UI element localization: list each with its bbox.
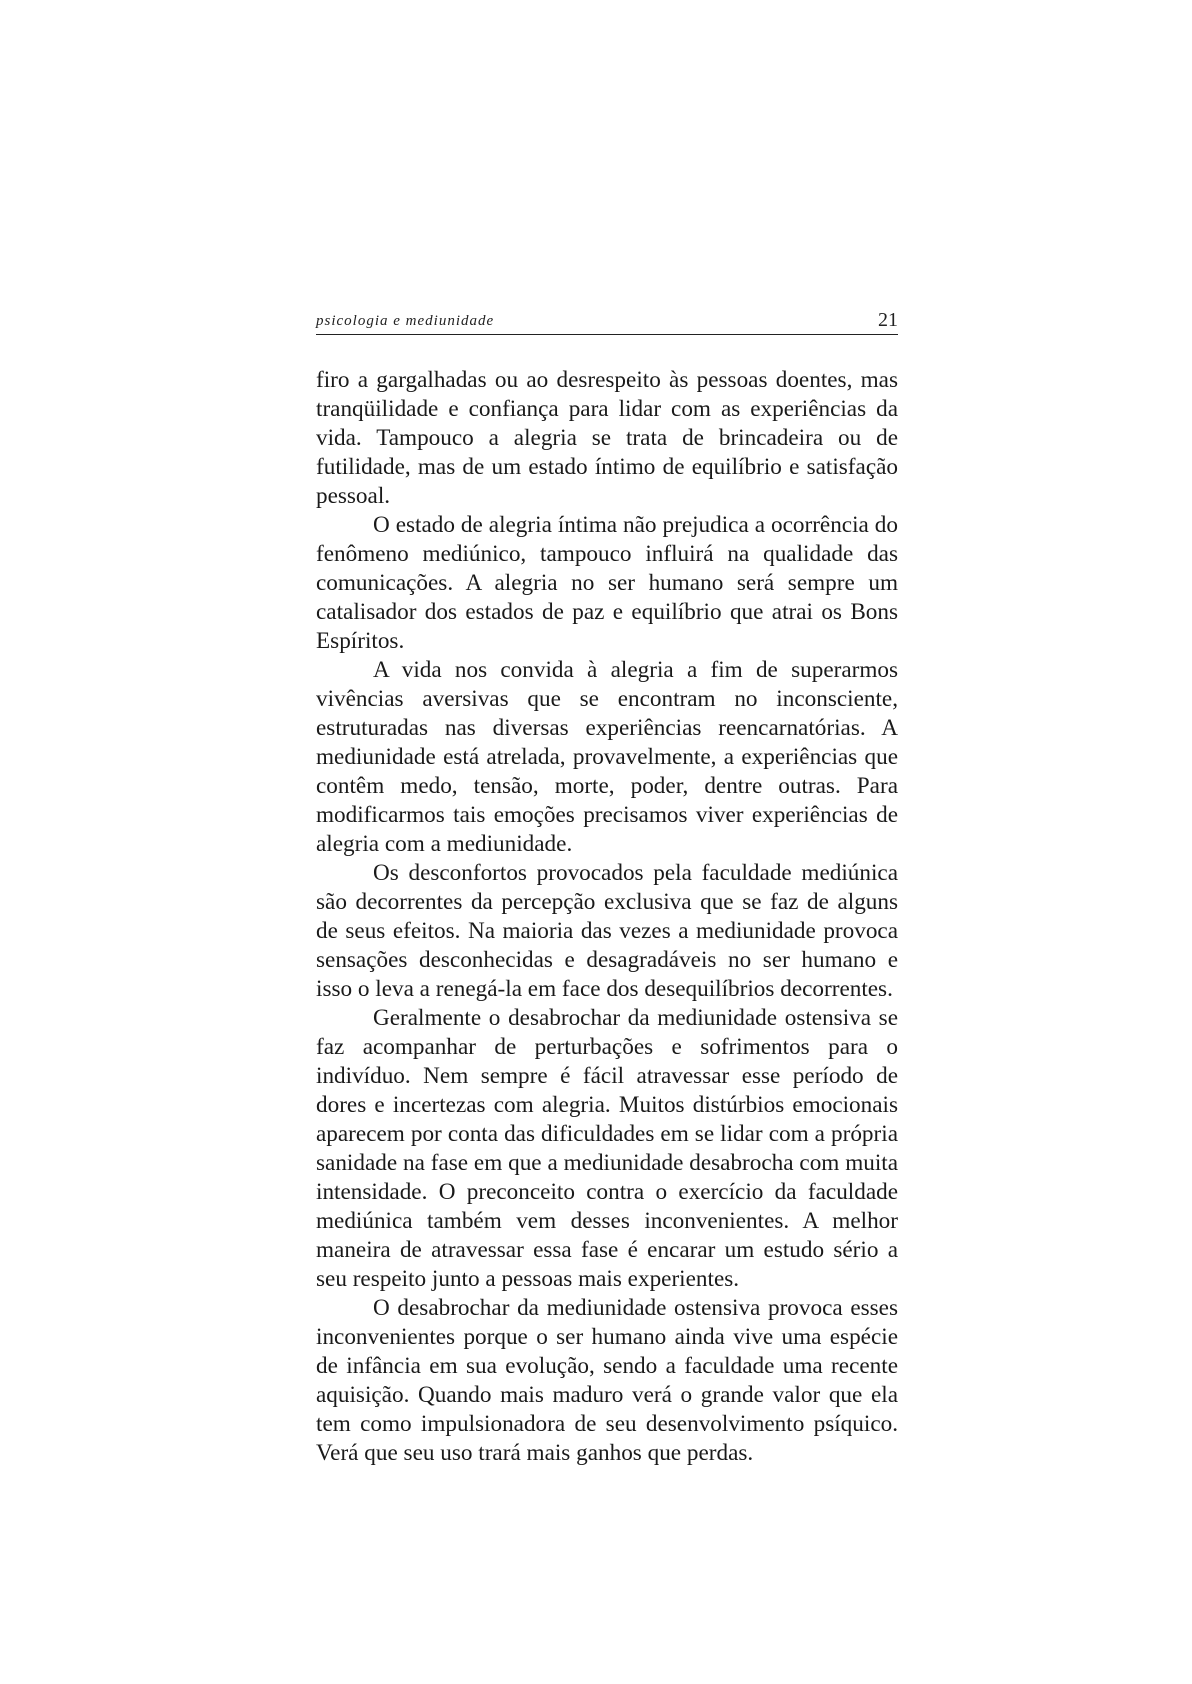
paragraph: O estado de alegria íntima não prejudica a ocorrência do fenômeno mediúnico, tampouco influirá na qualidade das comunicações. A alegria no ser humano será sempre um catalisador dos estados de paz e equilíbrio que atrai os Bons Espíritos. bbox=[316, 512, 898, 654]
page-number: 21 bbox=[878, 309, 898, 331]
paragraph: firo a gargalhadas ou ao desrespeito às pessoas doentes, mas tranqüilidade e confiança para lidar com as experiências da vida. Tampouco a alegria se trata de brincadeira ou de futilidade, mas de um estado íntimo de equilíbrio e satisfação pessoal. bbox=[316, 367, 898, 509]
running-title: psicologia e mediunidade bbox=[316, 313, 495, 329]
paragraph: Os desconfortos provocados pela faculdade mediúnica são decorrentes da percepção exclusiva que se faz de alguns de seus efeitos. Na maioria das vezes a mediunidade provoca sensações desconhecidas e desagradáveis no ser humano e isso o leva a renegá-la em face dos desequilíbrios decorrentes. bbox=[316, 860, 898, 1002]
paragraph: Geralmente o desabrochar da mediunidade ostensiva se faz acompanhar de perturbações e sofrimentos para o indivíduo. Nem sempre é fácil atravessar esse período de dores e incertezas com alegria. Muitos distúrbios emocionais aparecem por conta das dificuldades em se lidar com a própria sanidade na fase em que a mediunidade desabrocha com muita intensidade. O preconceito contra o exercício da faculdade mediúnica também vem desses inconvenientes. A melhor maneira de atravessar essa fase é encarar um estudo sério a seu respeito junto a pessoas mais experientes. bbox=[316, 1005, 898, 1292]
running-header bbox=[316, 310, 898, 335]
paragraph: A vida nos convida à alegria a fim de superarmos vivências aversivas que se encontram no inconsciente, estruturadas nas diversas experiências reencarnatórias. A mediunidade está atrelada, provavelmente, a experiências que contêm medo, tensão, morte, poder, dentre outras. Para modificarmos tais emoções precisamos viver experiências de alegria com a mediunidade. bbox=[316, 657, 898, 857]
paragraph: O desabrochar da mediunidade ostensiva provoca esses inconvenientes porque o ser humano ainda vive uma espécie de infância em sua evolução, sendo a faculdade uma recente aquisição. Quando mais maduro verá o grande valor que ela tem como impulsionadora de seu desenvolvimento psíquico. Verá que seu uso trará mais ganhos que perdas. bbox=[316, 1295, 898, 1466]
body-text bbox=[316, 366, 898, 1468]
